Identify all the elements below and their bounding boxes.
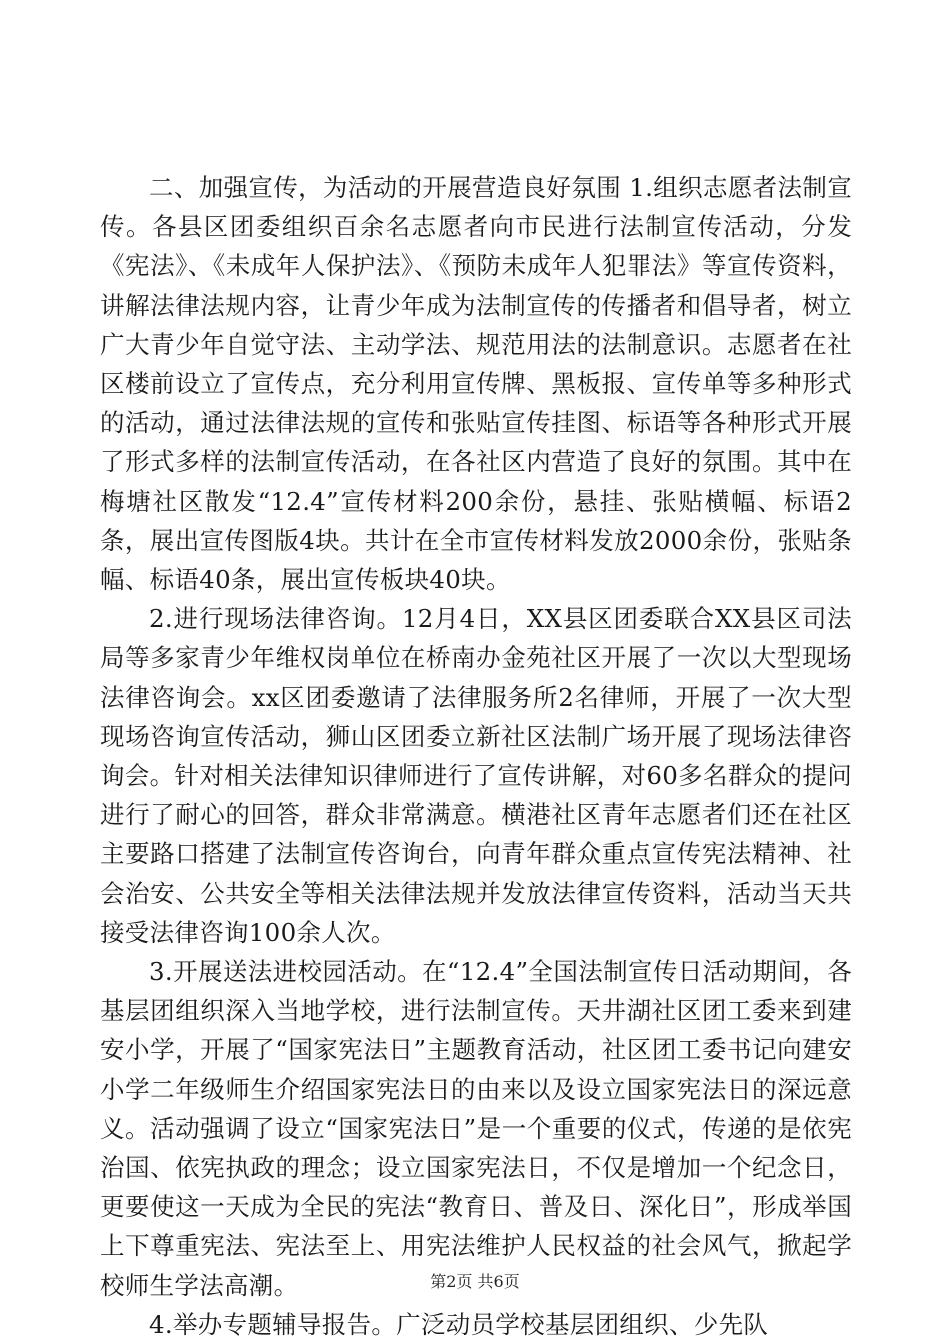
document-body: [100, 168, 852, 1344]
page-footer: 第2页 共6页: [430, 1272, 520, 1291]
paragraph-2: 2.进行现场法律咨询。12月4日，XX县区团委联合XX县区司法局等多家青少年维权岗单位在桥南办金苑社区开展了一次以大型现场法律咨询会。xx区团委邀请了法律服务所2名律师，开展了一次大型现场咨询宣传活动，狮山区团委立新社区法制广场开展了现场法律咨询会。针对相关法律知识律师进行了宣传讲解，对60多名群众的提问进行了耐心的回答，群众非常满意。横港社区青年志愿者们还在社区主要路口搭建了法制宣传咨询台，向青年群众重点宣传宪法精神、社会治安、公共安全等相关法律法规并发放法律宣传资料，活动当天共接受法律咨询100余人次。: [100, 604, 852, 947]
paragraph-1: 二、加强宣传，为活动的开展营造良好氛围 1.组织志愿者法制宣传。各县区团委组织百余名志愿者向市民进行法制宣传活动，分发《宪法》、《未成年人保护法》、《预防未成年人犯罪法》等宣传资料，讲解法律法规内容，让青少年成为法制宣传的传播者和倡导者，树立广大青少年自觉守法、主动学法、规范用法的法制意识。志愿者在社区楼前设立了宣传点，充分利用宣传牌、黑板报、宣传单等多种形式的活动，通过法律法规的宣传和张贴宣传挂图、标语等各种形式开展了形式多样的法制宣传活动，在各社区内营造了良好的氛围。其中在梅塘社区散发“12.4”宣传材料200余份，悬挂、张贴横幅、标语2条，展出宣传图版4块。共计在全市宣传材料发放2000余份，张贴条幅、标语40条，展出宣传板块40块。: [100, 173, 852, 595]
paragraph-4: 4.举办专题辅导报告。广泛动员学校基层团组织、少先队: [149, 1309, 769, 1339]
paragraph-3: 3.开展送法进校园活动。在“12.4”全国法制宣传日活动期间，各基层团组织深入当地学校，进行法制宣传。天井湖社区团工委来到建安小学，开展了“国家宪法日”主题教育活动，社区团工委书记向建安小学二年级师生介绍国家宪法日的由来以及设立国家宪法日的深远意义。活动强调了设立“国家宪法日”是一个重要的仪式，传递的是依宪治国、依宪执政的理念；设立国家宪法日，不仅是增加一个纪念日，更要使这一天成为全民的宪法“教育日、普及日、深化日”，形成举国上下尊重宪法、宪法至上、用宪法维护人民权益的社会风气，掀起学校师生学法高潮。: [100, 957, 852, 1300]
